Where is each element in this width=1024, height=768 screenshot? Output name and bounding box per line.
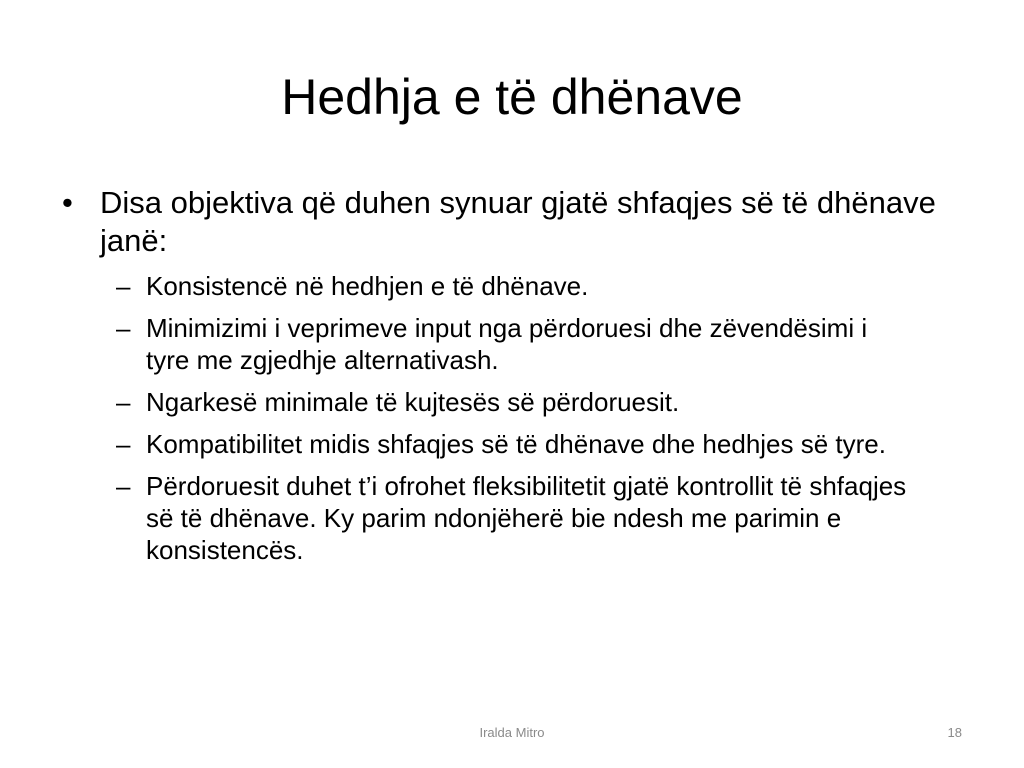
dash-marker: –	[116, 271, 131, 301]
bullet-marker: •	[62, 185, 73, 220]
footer-author: Iralda Mitro	[479, 725, 545, 740]
sub-item-text: Kompatibilitet midis shfaqjes së të dhënave dhe hedhjes së tyre.	[146, 429, 886, 459]
sub-item-text: Ngarkesë minimale të kujtesës së përdoruesit.	[146, 387, 680, 417]
dash-marker: –	[116, 429, 131, 459]
sub-item-text: Minimizimi i veprimeve input nga përdoruesi dhe zëvendësimi i tyre me zgjedhje alternativash.	[146, 313, 868, 375]
dash-marker: –	[116, 471, 131, 501]
bullet-text: Disa objektiva që duhen synuar gjatë shfaqjes së të dhënave janë:	[100, 185, 936, 258]
bullet-item	[62, 184, 962, 260]
sub-item	[116, 312, 962, 376]
dash-marker: –	[116, 387, 131, 417]
dash-marker: –	[116, 313, 131, 343]
sub-item-text: Konsistencë në hedhjen e të dhënave.	[146, 271, 589, 301]
page-number: 18	[947, 725, 962, 740]
sub-item-text: Përdoruesit duhet t’i ofrohet fleksibilitetit gjatë kontrollit të shfaqjes së të dhënave. Ky parim ndonjëherë bie ndesh me parimin e konsistencës.	[146, 471, 907, 565]
sub-item	[116, 470, 962, 566]
slide-content	[62, 184, 962, 576]
sub-item	[116, 428, 962, 460]
slide-title: Hedhja e të dhënave	[281, 69, 743, 125]
sub-list	[62, 270, 962, 566]
sub-item	[116, 270, 962, 302]
sub-item	[116, 386, 962, 418]
